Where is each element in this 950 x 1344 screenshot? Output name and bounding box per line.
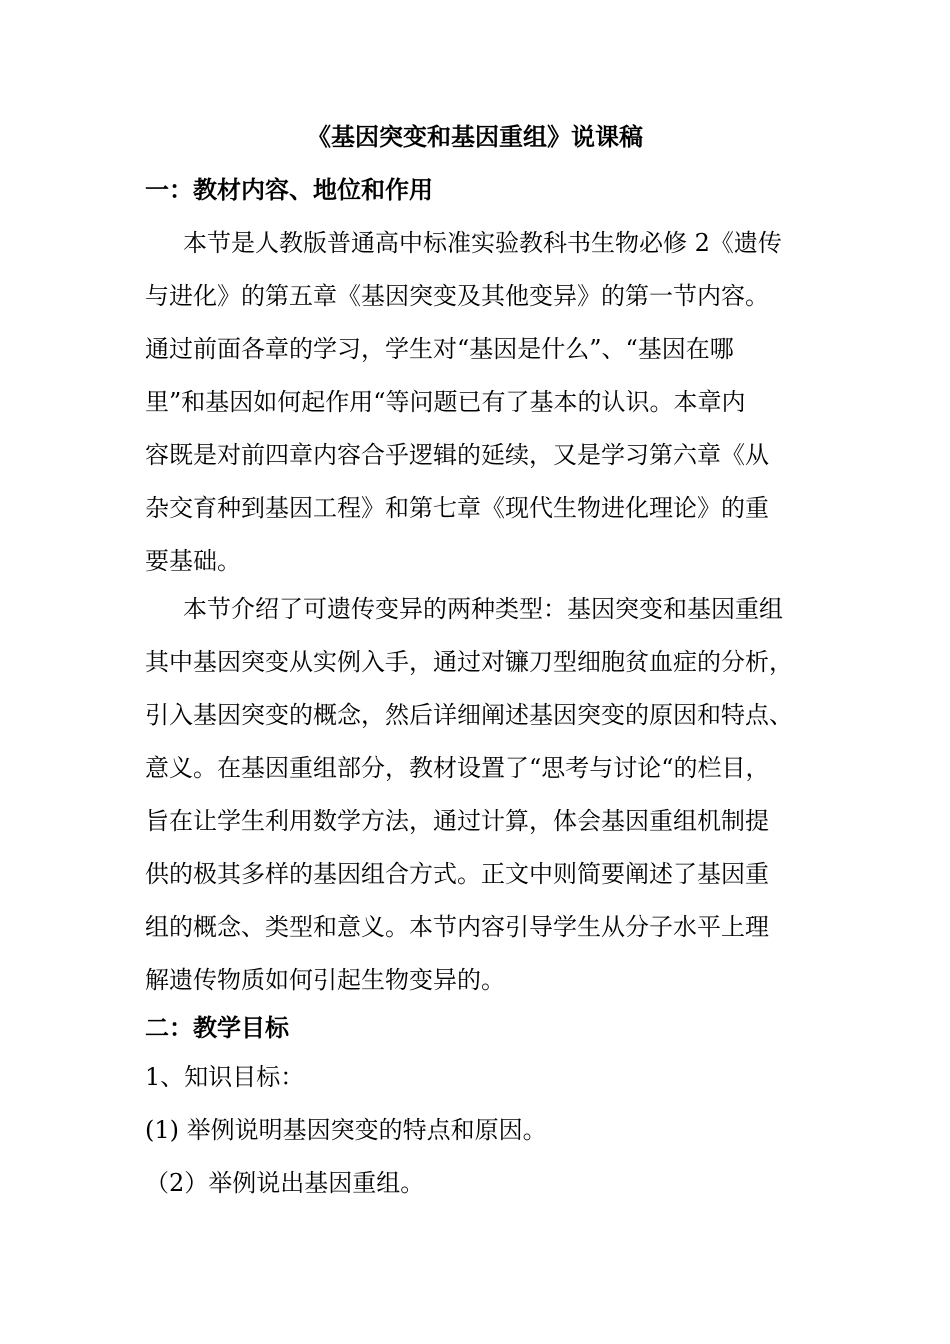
paragraph-line: 组的概念、类型和意义。本节内容引导学生从分子水平上理 [145,913,769,941]
list-subitem: （2）举例说出基因重组。 [145,1169,425,1197]
list-subitem: (1) 举例说明基因突变的特点和原因。 [145,1116,547,1144]
paragraph-line: 供的极其多样的基因组合方式。正文中则简要阐述了基因重 [145,860,769,888]
paragraph-line: 解遗传物质如何引起生物变异的。 [145,966,505,994]
paragraph-line: 旨在让学生利用数学方法，通过计算，体会基因重组机制提 [145,807,769,835]
paragraph-line: 本节是人教版普通高中标准实验教科书生物必修 2《遗传 [183,229,782,257]
paragraph-line: 容既是对前四章内容合乎逻辑的延续，又是学习第六章《从 [145,441,769,469]
paragraph-line: 其中基因突变从实例入手，通过对镰刀型细胞贫血症的分析， [145,648,793,676]
paragraph-line: 里”和基因如何起作用“等问题已有了基本的认识。本章内 [145,388,746,416]
paragraph-line: 与进化》的第五章《基因突变及其他变异》的第一节内容。 [145,282,769,310]
paragraph-line: 要基础。 [145,547,241,575]
section-heading-1: 一：教材内容、地位和作用 [145,175,433,204]
paragraph-line: 杂交育种到基因工程》和第七章《现代生物进化理论》的重 [145,494,769,522]
paragraph-line: 通过前面各章的学习，学生对“基因是什么”、“基因在哪 [145,335,734,363]
paragraph-line: 引入基因突变的概念，然后详细阐述基因突变的原因和特点、 [145,701,793,729]
document-title: 《基因突变和基因重组》说课稿 [307,122,643,151]
paragraph-line: 本节介绍了可遗传变异的两种类型：基因突变和基因重组 [183,595,783,623]
section-heading-2: 二：教学目标 [145,1013,289,1042]
paragraph-line: 意义。在基因重组部分，教材设置了“思考与讨论“的栏目， [145,754,770,782]
list-item: 1、知识目标： [145,1063,305,1091]
